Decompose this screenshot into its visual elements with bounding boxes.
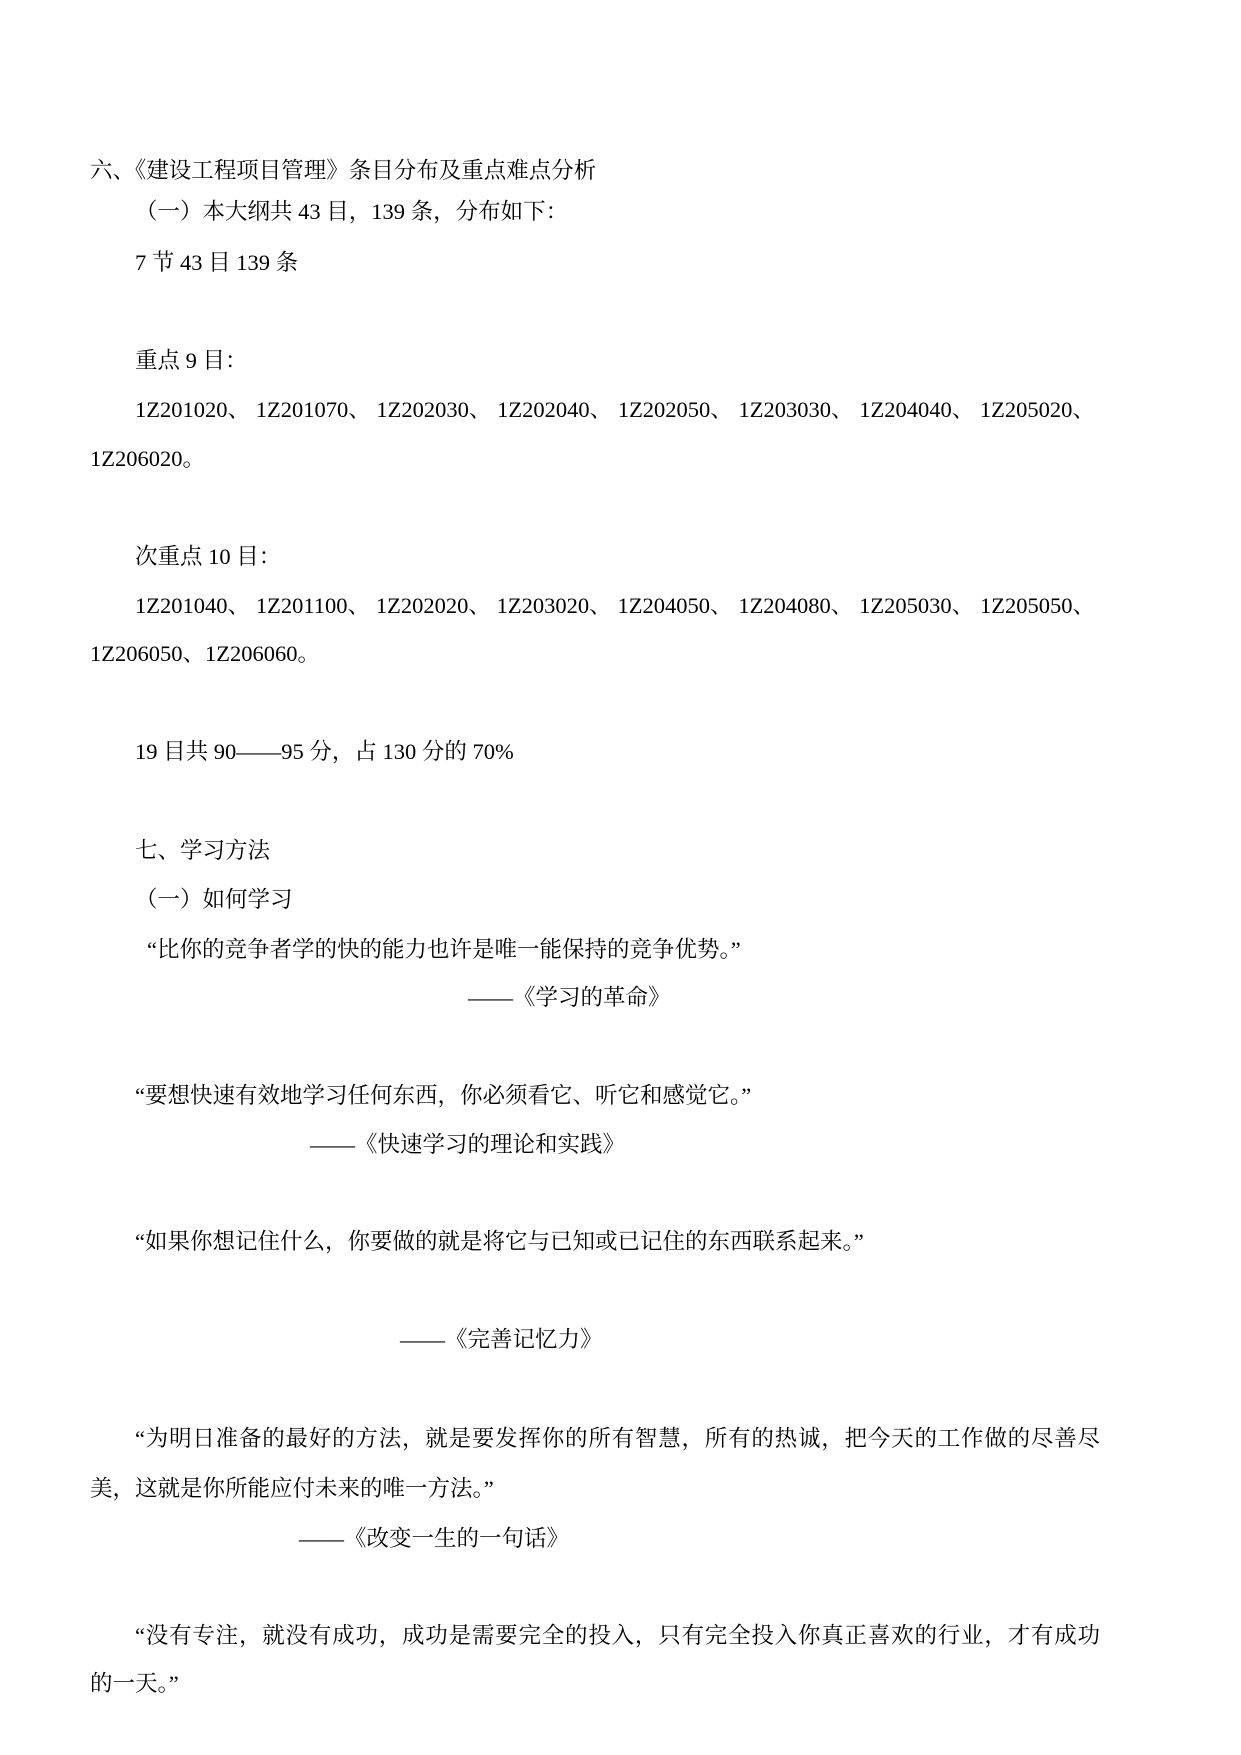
item-code: 1Z201040、 xyxy=(135,593,250,618)
item-code: 1Z203020、 xyxy=(496,593,612,618)
item-code: 1Z201020、 xyxy=(135,397,250,422)
quote-text: “如果你想记住什么，你要做的就是将它与已知或已记住的东西联系起来。” xyxy=(135,1229,864,1254)
section-heading: 七、学习方法 xyxy=(135,838,271,863)
secondary-items-label: 次重点 10 目： xyxy=(135,544,282,569)
quote-source: ——《改变一生的一句话》 xyxy=(299,1526,570,1551)
quote-source: ——《学习的革命》 xyxy=(468,985,671,1010)
quote-text-continued: 的一天。” xyxy=(90,1671,179,1696)
item-code: 1Z202040、 xyxy=(497,397,613,422)
section-heading: 六、《建设工程项目管理》条目分布及重点难点分析 xyxy=(90,158,597,183)
item-code: 1Z204080、 xyxy=(738,593,854,618)
quote-text: “没有专注，就没有成功，成功是需要完全的投入，只有完全投入你真正喜欢的行业，才有成功 xyxy=(135,1623,1100,1648)
score-note: 19 目共 90——95 分，占 130 分的 70% xyxy=(135,739,514,764)
item-code: 1Z205050、 xyxy=(979,593,1095,618)
item-code: 1Z204050、 xyxy=(617,593,733,618)
item-code: 1Z202050、 xyxy=(617,397,733,422)
item-code: 1Z205030、 xyxy=(859,593,975,618)
item-code: 1Z201070、 xyxy=(255,397,371,422)
secondary-items-line-end: 1Z206050、1Z206060。 xyxy=(90,641,320,666)
subsection-heading: （一）如何学习 xyxy=(135,887,293,912)
quote-source: ——《完善记忆力》 xyxy=(400,1327,603,1352)
item-code: 1Z202030、 xyxy=(376,397,492,422)
item-code: 1Z203030、 xyxy=(738,397,854,422)
key-items-line xyxy=(135,397,1095,423)
quote-text: “比你的竞争者学的快的能力也许是唯一能保持的竞争优势。” xyxy=(147,937,741,962)
quote-text-continued: 美，这就是你所能应付未来的唯一方法。” xyxy=(90,1476,494,1501)
outline-intro: （一）本大纲共 43 目，139 条，分布如下： xyxy=(135,199,569,224)
quote-source: ——《快速学习的理论和实践》 xyxy=(310,1132,626,1157)
quote-text: “要想快速有效地学习任何东西，你必须看它、听它和感觉它。” xyxy=(135,1083,752,1108)
key-items-label: 重点 9 目： xyxy=(135,348,248,373)
key-items-line-end: 1Z206020。 xyxy=(90,446,205,471)
item-code: 1Z201100、 xyxy=(255,593,370,618)
outline-summary: 7 节 43 目 139 条 xyxy=(135,250,299,275)
item-code: 1Z205020、 xyxy=(979,397,1095,422)
item-code: 1Z202020、 xyxy=(375,593,491,618)
quote-text: “为明日准备的最好的方法，就是要发挥你的所有智慧，所有的热诚，把今天的工作做的尽善尽 xyxy=(135,1426,1100,1451)
secondary-items-line xyxy=(135,593,1095,619)
item-code: 1Z204040、 xyxy=(859,397,975,422)
